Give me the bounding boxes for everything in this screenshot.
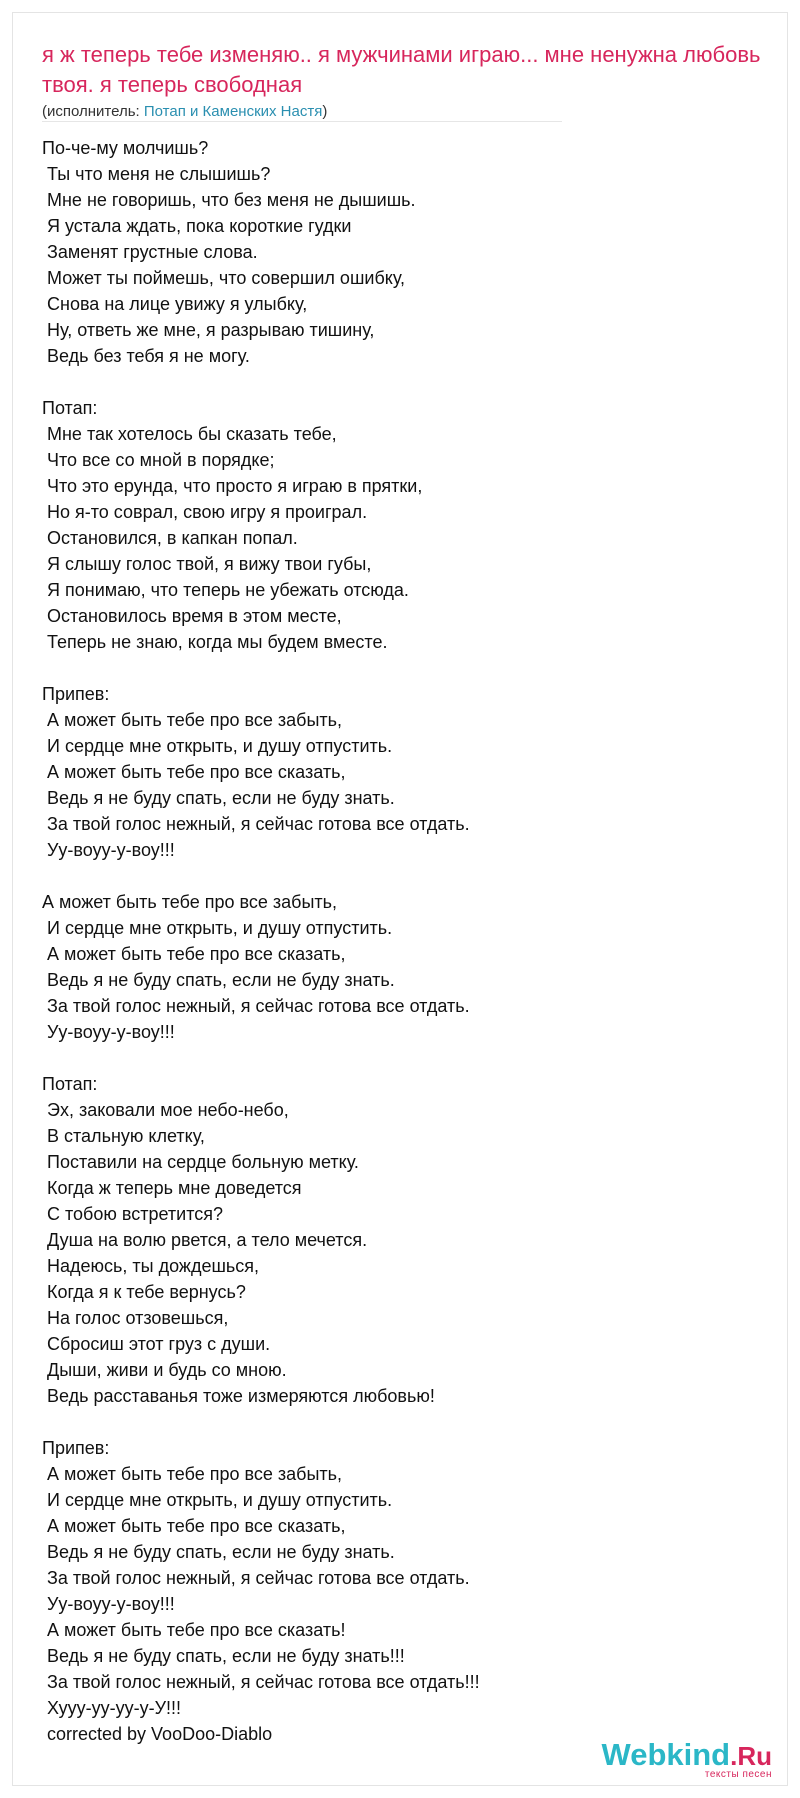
lyric-line: Ведь расставанья тоже измеряются любовью! (42, 1386, 435, 1406)
lyric-line: А может быть тебе про все забыть, (42, 710, 343, 730)
lyric-line: За твой голос нежный, я сейчас готова все отдать. (42, 996, 470, 1016)
stanza-break (42, 369, 762, 395)
header-divider (42, 121, 562, 122)
lyric-line: Дыши, живи и будь со мною. (42, 1360, 287, 1380)
lyric-line: Надеюсь, ты дождешься, (42, 1256, 260, 1276)
song-title: я ж теперь тебе изменяю.. я мужчинами играю... мне ненужна любовь твоя. я теперь свободная (42, 42, 761, 97)
lyric-line: В стальную клетку, (42, 1126, 205, 1146)
lyric-line: Я понимаю, что теперь не убежать отсюда. (42, 580, 409, 600)
lyric-line: Душа на волю рвется, а тело мечется. (42, 1230, 368, 1250)
lyric-line: Ты что меня не слышишь? (42, 164, 271, 184)
logo-tld: .Ru (730, 1741, 772, 1771)
lyric-line: Ведь я не буду спать, если не буду знать. (42, 788, 395, 808)
lyric-line: Сбросиш этот груз с души. (42, 1334, 271, 1354)
lyric-line: Хууу-уу-уу-у-У!!! (42, 1698, 182, 1718)
lyric-line: Я слышу голос твой, я вижу твои губы, (42, 554, 372, 574)
lyric-line: Уу-воуу-у-воу!!! (42, 840, 175, 860)
lyric-line: Ведь без тебя я не могу. (42, 346, 250, 366)
lyric-line: А может быть тебе про все сказать, (42, 944, 346, 964)
stanza-break (42, 1045, 762, 1071)
lyric-line: Потап: (42, 1074, 98, 1094)
lyric-line: И сердце мне открыть, и душу отпустить. (42, 918, 393, 938)
lyric-line: Что все со мной в порядке; (42, 450, 275, 470)
lyric-line: За твой голос нежный, я сейчас готова все отдать. (42, 1568, 470, 1588)
lyric-line: На голос отзовешься, (42, 1308, 229, 1328)
lyric-line: Может ты поймешь, что совершил ошибку, (42, 268, 406, 288)
lyric-line: Остановился, в капкан попал. (42, 528, 298, 548)
stanza-break (42, 863, 762, 889)
lyric-line: Эх, заковали мое небо-небо, (42, 1100, 289, 1120)
artist-suffix: ) (322, 103, 328, 120)
lyric-line: Припев: (42, 684, 110, 704)
lyric-line: Заменят грустные слова. (42, 242, 258, 262)
lyric-line: Уу-воуу-у-воу!!! (42, 1594, 175, 1614)
lyric-line: Что это ерунда, что просто я играю в прятки, (42, 476, 423, 496)
lyric-line: И сердце мне открыть, и душу отпустить. (42, 1490, 393, 1510)
lyric-line: corrected by VooDoo-Diablo (42, 1724, 273, 1744)
lyric-line: Когда ж теперь мне доведется (42, 1178, 302, 1198)
lyric-line: Припев: (42, 1438, 110, 1458)
lyric-line: Мне так хотелось бы сказать тебе, (42, 424, 337, 444)
lyric-line: Когда я к тебе вернусь? (42, 1282, 246, 1302)
lyric-line: За твой голос нежный, я сейчас готова все отдать!!! (42, 1672, 480, 1692)
artist-link[interactable]: Потап и Каменских Настя (143, 103, 323, 120)
lyric-line: Остановилось время в этом месте, (42, 606, 342, 626)
logo-main-text: Webkind (601, 1737, 731, 1772)
stanza-break (42, 655, 762, 681)
lyric-line: Уу-воуу-у-воу!!! (42, 1022, 175, 1042)
lyric-line: Теперь не знаю, когда мы будем вместе. (42, 632, 388, 652)
lyric-line: Поставили на сердце больную метку. (42, 1152, 359, 1172)
lyric-line: Ведь я не буду спать, если не буду знать!!! (42, 1646, 405, 1666)
logo-tagline: тексты песен (704, 1769, 772, 1780)
lyric-line: А может быть тебе про все сказать! (42, 1620, 346, 1640)
stanza-break (42, 1409, 762, 1435)
lyric-line: Мне не говоришь, что без меня не дышишь. (42, 190, 416, 210)
lyric-line: Ведь я не буду спать, если не буду знать. (42, 1542, 395, 1562)
webkind-logo[interactable] (602, 1739, 773, 1780)
song-header (42, 40, 772, 122)
lyric-line: Но я-то соврал, свою игру я проиграл. (42, 502, 368, 522)
artist-line (42, 102, 772, 122)
lyric-line: Потап: (42, 398, 98, 418)
lyric-line: За твой голос нежный, я сейчас готова все отдать. (42, 814, 470, 834)
lyric-line: Я устала ждать, пока короткие гудки (42, 216, 352, 236)
lyric-line: А может быть тебе про все забыть, (42, 1464, 343, 1484)
lyrics-text (42, 135, 762, 1747)
lyric-line: А может быть тебе про все сказать, (42, 1516, 346, 1536)
lyric-line: Ну, ответь же мне, я разрываю тишину, (42, 320, 375, 340)
artist-prefix: (исполнитель: (42, 103, 144, 120)
lyric-line: Снова на лице увижу я улыбку, (42, 294, 308, 314)
lyric-line: По-че-му молчишь? (42, 138, 209, 158)
lyric-line: Ведь я не буду спать, если не буду знать. (42, 970, 395, 990)
lyric-line: С тобою встретится? (42, 1204, 224, 1224)
lyric-line: И сердце мне открыть, и душу отпустить. (42, 736, 393, 756)
lyric-line: А может быть тебе про все забыть, (42, 892, 338, 912)
logo-wordmark (602, 1739, 773, 1772)
lyric-line: А может быть тебе про все сказать, (42, 762, 346, 782)
